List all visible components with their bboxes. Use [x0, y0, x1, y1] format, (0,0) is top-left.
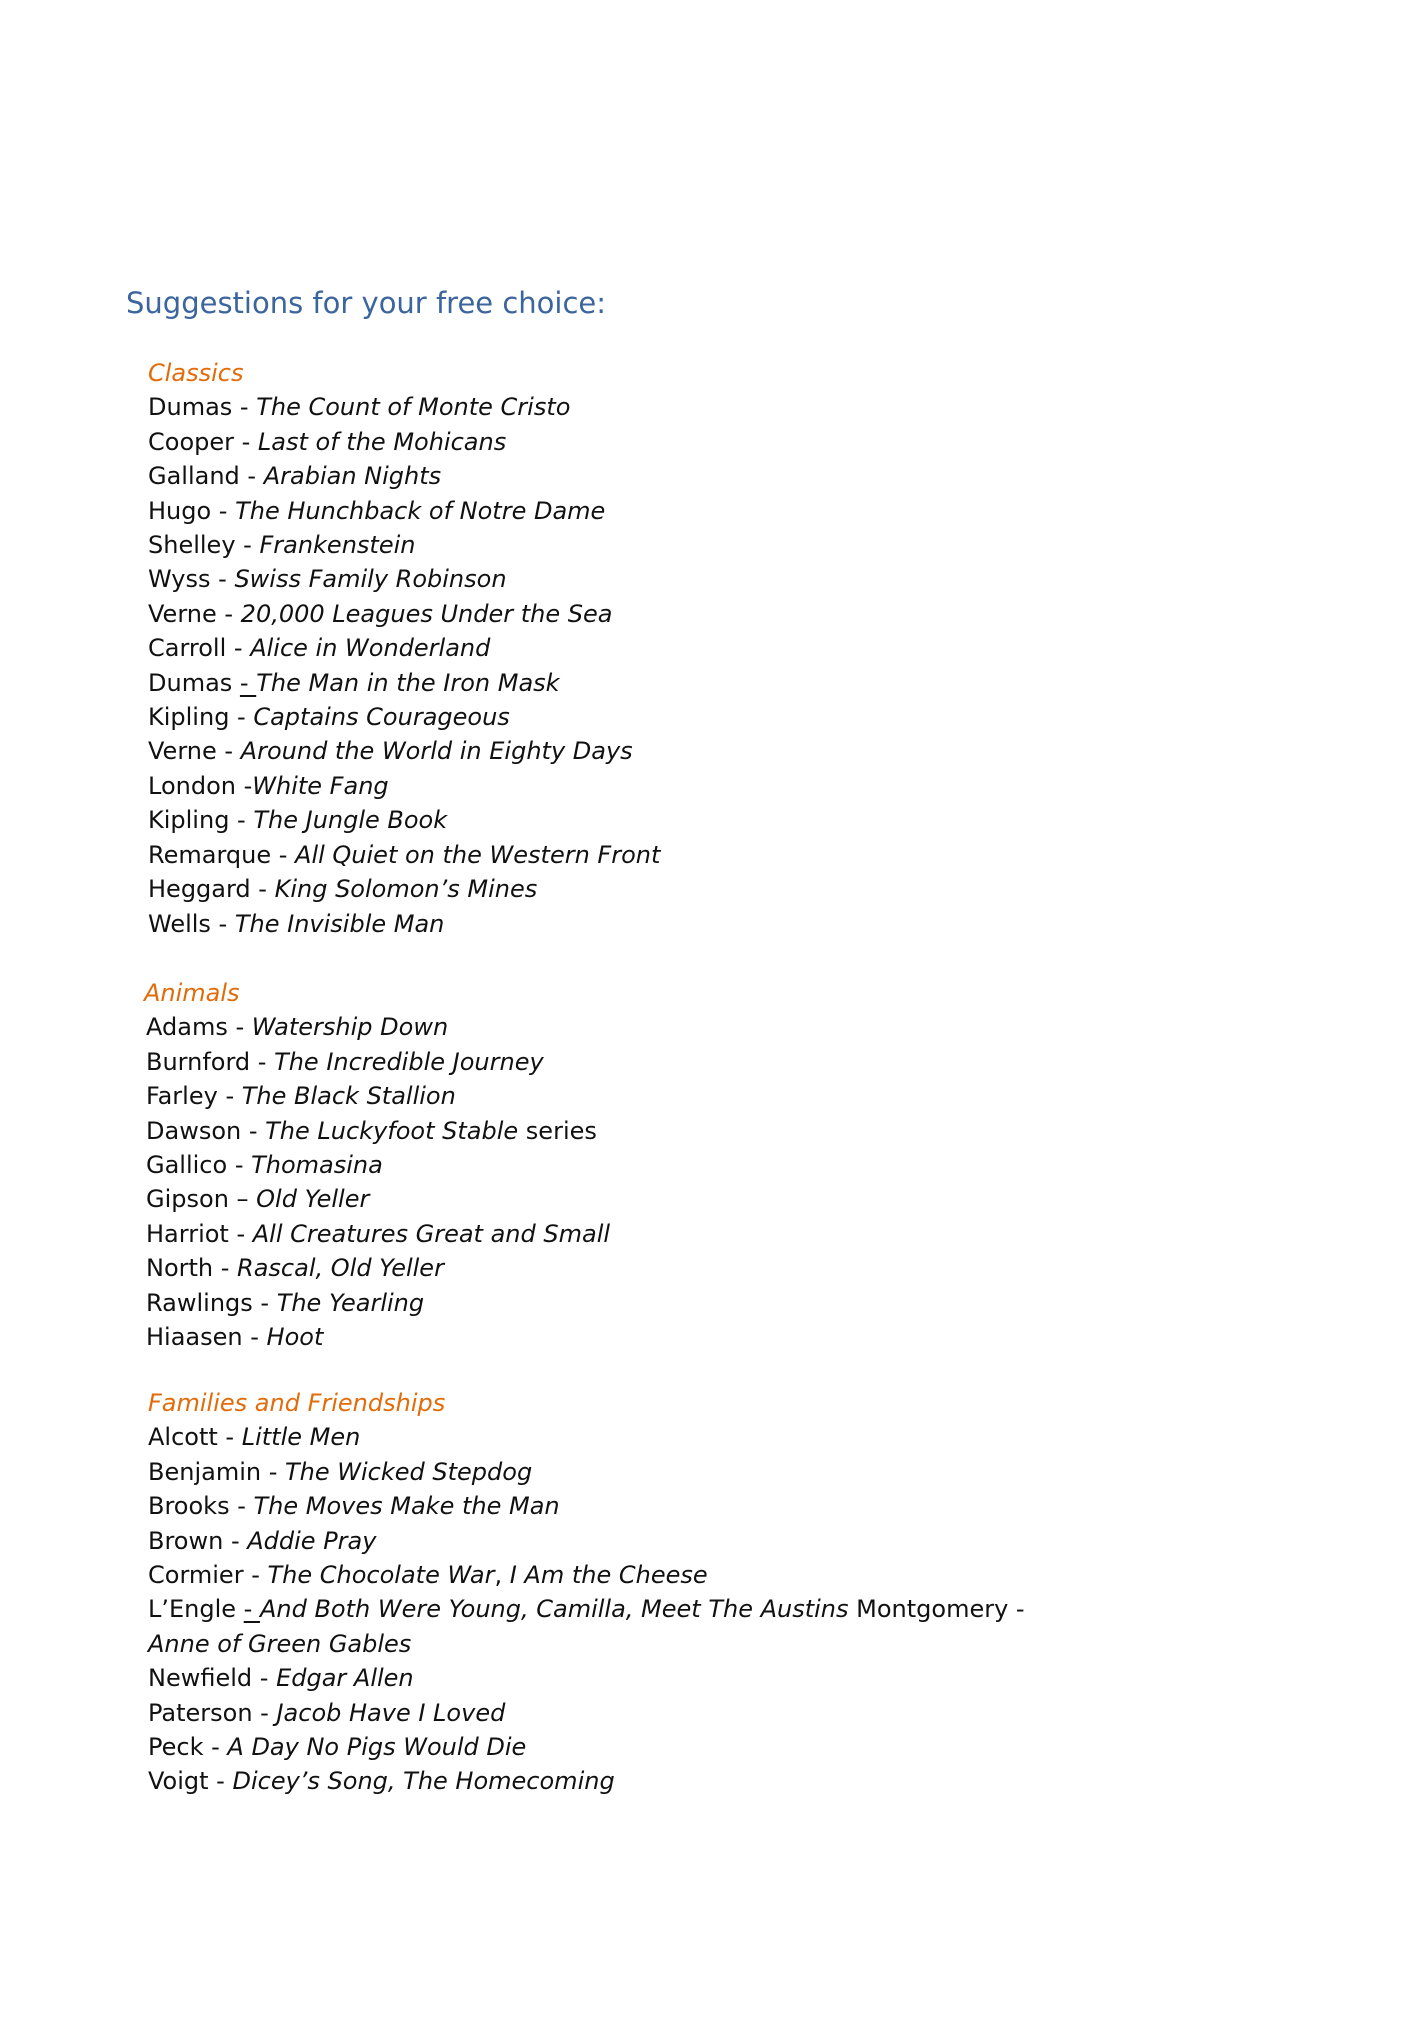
- author-name: L’Engle: [148, 1595, 244, 1624]
- book-entry: [148, 734, 660, 768]
- book-title: Anne of Green Gables: [148, 1629, 412, 1658]
- book-entry: [148, 803, 660, 837]
- section-animals: [144, 976, 610, 1354]
- entry-text: series: [518, 1116, 597, 1145]
- book-title: The Man in the Iron Mask: [256, 668, 560, 697]
- section-heading: Classics: [148, 359, 244, 387]
- section-classics: [148, 356, 660, 941]
- book-entry: [148, 872, 660, 906]
- book-entry: [148, 1661, 1025, 1695]
- entry-text: -: [243, 1595, 260, 1624]
- author-name: Kipling -: [148, 806, 254, 835]
- book-title: Little Men: [241, 1423, 361, 1452]
- book-title: Alice in Wonderland: [250, 634, 491, 663]
- author-name: Dumas -: [148, 393, 257, 422]
- book-entry: [148, 1627, 1025, 1661]
- book-title: The Invisible Man: [234, 909, 445, 938]
- entry-text: Montgomery -: [848, 1595, 1025, 1624]
- book-title: The Luckyfoot Stable: [265, 1116, 519, 1145]
- author-name: Dumas: [148, 668, 240, 697]
- section-heading: Families and Friendships: [148, 1389, 446, 1417]
- author-name: Remarque -: [148, 840, 296, 869]
- book-title: The Wicked Stepdog: [285, 1457, 533, 1486]
- author-name: Alcott -: [148, 1423, 242, 1452]
- book-entry: [148, 597, 660, 631]
- author-name: Benjamin -: [148, 1457, 285, 1486]
- book-list: [148, 390, 660, 941]
- book-entry: [148, 1592, 1025, 1626]
- book-entry: [148, 769, 660, 803]
- book-entry: [148, 562, 660, 596]
- author-name: Newfield -: [148, 1664, 277, 1693]
- book-title: Swiss Family Robinson: [234, 565, 507, 594]
- book-entry: [144, 1148, 610, 1182]
- book-title: White Fang: [252, 771, 389, 800]
- book-entry: [148, 666, 660, 700]
- author-name: Wells -: [148, 909, 235, 938]
- author-name: Hiaasen -: [146, 1323, 267, 1352]
- author-name: Hugo -: [148, 496, 236, 525]
- book-entry: [148, 1455, 1025, 1489]
- author-name: Brooks -: [148, 1492, 254, 1521]
- author-name: Voigt -: [148, 1767, 233, 1796]
- book-entry: [148, 1730, 1025, 1764]
- book-title: I Am the Cheese: [509, 1561, 708, 1590]
- book-entry: [144, 1010, 610, 1044]
- entry-text: ,: [494, 1561, 510, 1590]
- author-name: Carroll -: [148, 634, 251, 663]
- book-title: The Jungle Book: [253, 806, 448, 835]
- book-title: Jacob Have I Loved: [276, 1698, 506, 1727]
- book-list: [148, 1420, 1025, 1798]
- book-title: Arabian Nights: [263, 462, 442, 491]
- book-entry: [148, 1420, 1025, 1454]
- book-entry: [144, 1251, 610, 1285]
- book-title: Addie Pray: [247, 1526, 377, 1555]
- book-entry: [148, 494, 660, 528]
- book-title: The Chocolate War: [267, 1561, 495, 1590]
- book-title: Dicey’s Song, The Homecoming: [232, 1767, 615, 1796]
- author-name: Shelley -: [148, 531, 260, 560]
- book-entry: [144, 1182, 610, 1216]
- book-title: The Yearling: [276, 1288, 425, 1317]
- author-name: Gallico -: [146, 1151, 252, 1180]
- book-entry: [148, 907, 660, 941]
- book-title: The Black Stallion: [241, 1082, 456, 1111]
- book-title: Frankenstein: [259, 531, 416, 560]
- book-title: Edgar Allen: [276, 1664, 414, 1693]
- book-entry: [148, 528, 660, 562]
- author-name: Paterson -: [148, 1698, 277, 1727]
- book-title: 20,000 Leagues Under the Sea: [240, 599, 613, 628]
- author-name: Galland -: [148, 462, 264, 491]
- book-title: The Moves Make the Man: [253, 1492, 560, 1521]
- book-entry: [144, 1045, 610, 1079]
- book-title: Captains Courageous: [253, 703, 510, 732]
- book-title: Rascal, Old Yeller: [237, 1254, 444, 1283]
- author-name: Dawson -: [146, 1116, 266, 1145]
- book-entry: [144, 1320, 610, 1354]
- book-title: Hoot: [266, 1323, 324, 1352]
- book-title: All Quiet on the Western Front: [295, 840, 661, 869]
- author-name: London -: [148, 771, 253, 800]
- author-name: North -: [146, 1254, 238, 1283]
- book-entry: [148, 631, 660, 665]
- book-title: The Count of Monte Cristo: [256, 393, 571, 422]
- book-title: Last of the Mohicans: [257, 427, 507, 456]
- book-entry: [148, 700, 660, 734]
- book-title: Old Yeller: [256, 1185, 370, 1214]
- author-name: Verne -: [148, 599, 241, 628]
- entry-text: -: [239, 668, 257, 697]
- book-entry: [148, 1696, 1025, 1730]
- author-name: Cormier -: [148, 1561, 268, 1590]
- author-name: Farley -: [146, 1082, 242, 1111]
- author-name: Rawlings -: [146, 1288, 277, 1317]
- book-entry: [144, 1079, 610, 1113]
- book-entry: [144, 1114, 610, 1148]
- author-name: Gipson –: [146, 1185, 257, 1214]
- section-families-and-friendships: [148, 1386, 1025, 1799]
- book-title: King Solomon’s Mines: [274, 875, 538, 904]
- author-name: Kipling -: [148, 703, 254, 732]
- author-name: Heggard -: [148, 875, 275, 904]
- page-title: Suggestions for your free choice:: [126, 286, 607, 320]
- book-title: The Incredible Journey: [274, 1047, 544, 1076]
- author-name: Brown -: [148, 1526, 248, 1555]
- author-name: Cooper -: [148, 427, 258, 456]
- author-name: Peck -: [148, 1733, 228, 1762]
- book-title: A Day No Pigs Would Die: [227, 1733, 527, 1762]
- book-entry: [148, 1524, 1025, 1558]
- author-name: Wyss -: [148, 565, 235, 594]
- book-entry: [148, 1489, 1025, 1523]
- author-name: Harriot -: [146, 1219, 253, 1248]
- book-title: Thomasina: [251, 1151, 383, 1180]
- book-title: All Creatures Great and Small: [252, 1219, 611, 1248]
- book-entry: [144, 1286, 610, 1320]
- book-title: The Hunchback of Notre Dame: [235, 496, 606, 525]
- book-title: Around the World in Eighty Days: [240, 737, 633, 766]
- book-entry: [148, 390, 660, 424]
- book-entry: [148, 459, 660, 493]
- book-entry: [148, 425, 660, 459]
- author-name: Adams -: [146, 1013, 252, 1042]
- book-title: And Both Were Young, Camilla, Meet The Austins: [259, 1595, 849, 1624]
- book-entry: [148, 1764, 1025, 1798]
- book-entry: [148, 1558, 1025, 1592]
- author-name: Verne -: [148, 737, 241, 766]
- book-list: [144, 1010, 610, 1354]
- section-heading: Animals: [144, 979, 240, 1007]
- book-title: Watership Down: [251, 1013, 449, 1042]
- author-name: Burnford -: [146, 1047, 275, 1076]
- book-entry: [148, 838, 660, 872]
- book-entry: [144, 1217, 610, 1251]
